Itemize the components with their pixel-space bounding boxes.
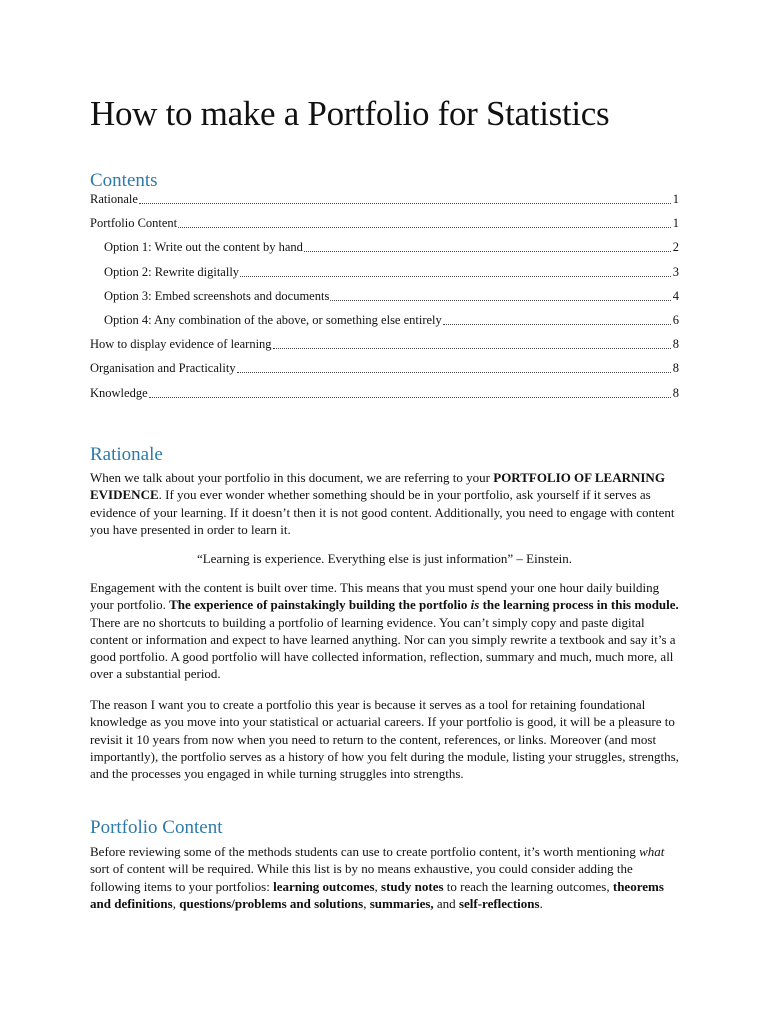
contents-heading: Contents: [90, 170, 158, 191]
bold-text: PORTFOLIO OF LEARNING EVIDENCE: [90, 470, 665, 503]
rationale-heading: Rationale: [90, 444, 163, 465]
bold-italic-text: is: [470, 597, 480, 613]
toc-leader-dots: [237, 360, 671, 373]
toc-entry-label: Option 2: Rewrite digitally: [104, 264, 240, 279]
toc-entry-label: Knowledge: [90, 385, 148, 400]
toc-entry-organisation[interactable]: [90, 360, 679, 384]
toc-entry-knowledge[interactable]: [90, 385, 679, 409]
rationale-paragraph-2: [90, 579, 679, 683]
text-span: Before reviewing some of the methods students can use to create portfolio content, it’s worth mentioning: [90, 844, 640, 859]
toc-leader-dots: [178, 215, 671, 228]
rationale-paragraph-3: The reason I want you to create a portfolio this year is because it serves as a tool for retaining foundational knowledge as you move into your statistical or actuarial careers. If your portfolio is good, it will be a pleasure to revisit it 10 years from now when you need to return to the content, references, or links. Moreover (and most importantly), the portfolio serves as a history of how you felt during the module, listing your struggles, strengths, and the processes you engaged in while turning struggles into strengths.: [90, 697, 679, 782]
einstein-quote: “Learning is experience. Everything else is just information” – Einstein.: [196, 551, 573, 566]
text-span: sort of content will be required. While this list is by no means exhaustive, you could consider adding the following items to your portfolios:: [90, 861, 633, 894]
bold-text: learning outcomes: [273, 878, 375, 894]
table-of-contents: [90, 191, 679, 409]
toc-entry-label: Option 4: Any combination of the above, or something else entirely: [104, 312, 442, 327]
toc-entry-portfolio-content[interactable]: [90, 215, 679, 239]
portfolio-content-paragraph-1: [90, 843, 679, 912]
bold-text: summaries,: [369, 895, 434, 911]
toc-entry-option-3[interactable]: [90, 288, 679, 312]
italic-text: what: [639, 844, 665, 859]
toc-page-number: 8: [672, 337, 679, 352]
toc-entry-option-1[interactable]: [90, 239, 679, 263]
bold-text: study notes: [381, 878, 444, 894]
bold-text: theorems and definitions: [90, 878, 664, 911]
rationale-paragraph-1: [90, 469, 679, 538]
toc-page-number: 3: [672, 264, 679, 279]
toc-entry-option-4[interactable]: [90, 312, 679, 336]
toc-entry-label: How to display evidence of learning: [90, 337, 272, 352]
text-span: ,: [363, 895, 370, 911]
text-span: . If you ever wonder whether something should be in your portfolio, ask yourself if it serves as evidence of your learning. If it doesn’t then it is not good content. Additionally, you need to engage with content you have presented in order to learn it.: [90, 487, 675, 537]
bold-text: The experience of painstakingly building the portfolio: [169, 597, 471, 613]
toc-entry-label: Option 1: Write out the content by hand: [104, 240, 303, 255]
toc-page-number: 8: [672, 361, 679, 376]
text-span: to reach the learning outcomes,: [443, 878, 613, 894]
toc-entry-option-2[interactable]: [90, 264, 679, 288]
toc-entry-display-evidence[interactable]: [90, 336, 679, 360]
bold-text: questions/problems and solutions: [179, 895, 364, 911]
text-span: .: [539, 895, 543, 911]
text-span: ,: [374, 878, 382, 894]
toc-entry-label: Portfolio Content: [90, 216, 178, 231]
toc-entry-label: Rationale: [90, 192, 138, 206]
text-span: Engagement with the content is built over time. This means that you must spend your one hour daily building your portfolio.: [90, 580, 660, 613]
toc-page-number: 8: [672, 385, 679, 400]
text-span: ,: [172, 895, 180, 911]
toc-page-number: 1: [672, 216, 679, 231]
text-span: When we talk about your portfolio in this document, we are referring to your: [90, 470, 494, 485]
toc-entry-rationale[interactable]: [90, 191, 679, 215]
toc-entry-label: Option 3: Embed screenshots and documents: [104, 288, 330, 303]
toc-leader-dots: [149, 385, 671, 398]
toc-leader-dots: [443, 312, 671, 325]
toc-leader-dots: [240, 264, 671, 277]
toc-leader-dots: [139, 191, 671, 204]
toc-leader-dots: [330, 288, 670, 301]
toc-entry-label: Organisation and Practicality: [90, 361, 236, 376]
toc-leader-dots: [304, 239, 671, 252]
toc-page-number: 1: [672, 192, 679, 206]
portfolio-content-heading: Portfolio Content: [90, 817, 223, 838]
bold-text: self-reflections: [458, 895, 540, 911]
toc-page-number: 2: [672, 240, 679, 255]
document-title: How to make a Portfolio for Statistics: [90, 94, 610, 133]
toc-page-number: 6: [672, 312, 679, 327]
text-span: and: [433, 895, 459, 911]
toc-leader-dots: [273, 336, 671, 349]
bold-text: the learning process in this module.: [479, 597, 679, 613]
toc-page-number: 4: [672, 288, 679, 303]
text-span: There are no shortcuts to building a portfolio of learning evidence. You can’t simply copy and paste digital content or information and expect to have learned anything. Nor can you simply rewrite a textbook and say it’s a good portfolio. A good portfolio will have collected information, reflection, summary and much, much more, all over a substantial period.: [90, 614, 676, 682]
